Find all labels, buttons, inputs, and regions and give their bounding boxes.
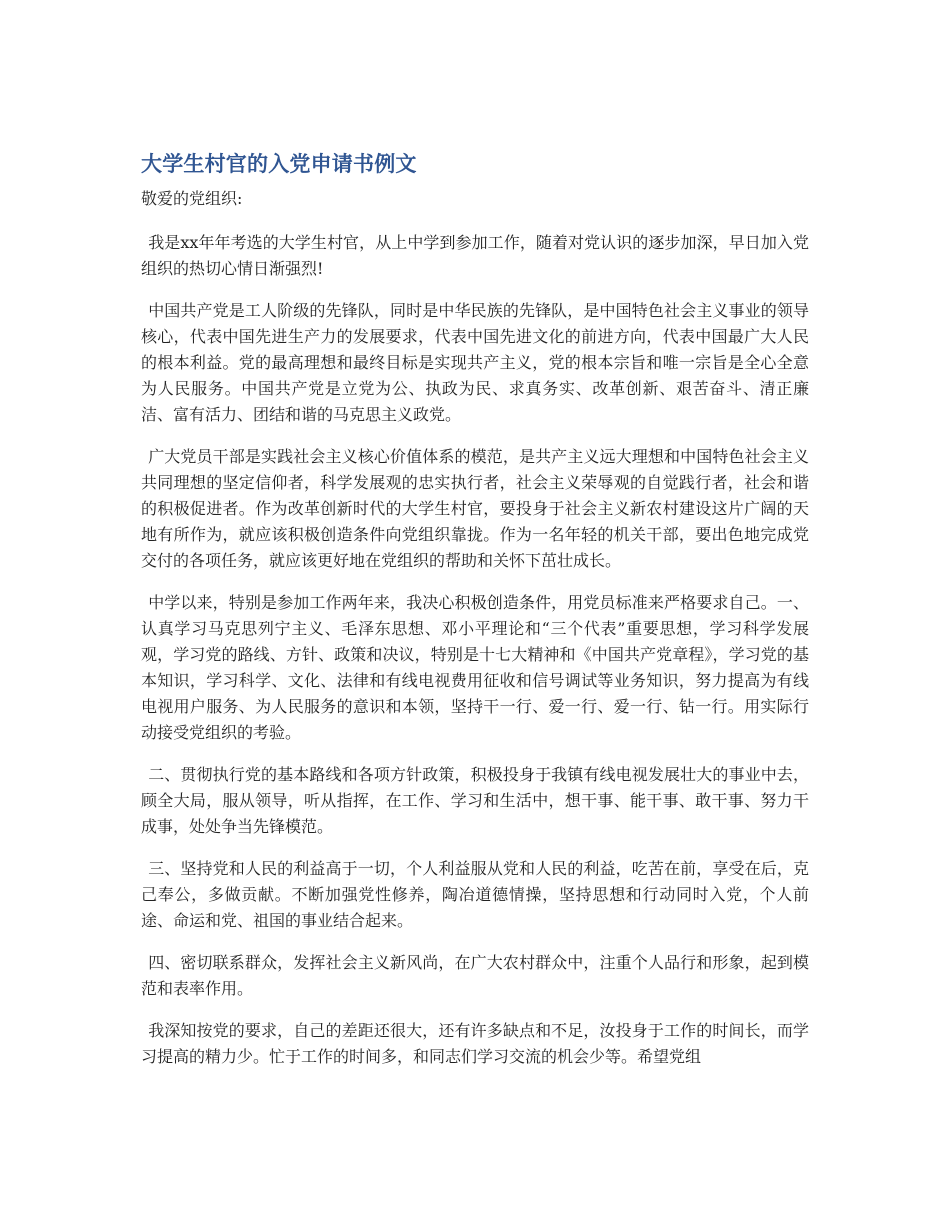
document-body bbox=[141, 148, 809, 1070]
salutation: 敬爱的党组织: bbox=[141, 189, 243, 208]
paragraph-5: 二、贯彻执行党的基本路线和各项方针政策，积极投身于我镇有线电视发展壮大的事业中去，顾全大局，服从领导，听从指挥，在工作、学习和生活中，想干事、能干事、敢干事、努力干成事，处处争当先锋模范。 bbox=[141, 765, 809, 836]
paragraph-4: 中学以来，特别是参加工作两年来，我决心积极创造条件，用党员标准来严格要求自己。一、认真学习马克思列宁主义、毛泽东思想、邓小平理论和“三个代表”重要思想，学习科学发展观，学习党的路线、方针、政策和决议，特别是十七大精神和《中国共产党章程》，学习党的基本知识，学习科学、文化、法律和有线电视费用征收和信号调试等业务知识，努力提高为有线电视用户服务、为人民服务的意识和本领，坚持干一行、爱一行、爱一行、钻一行。用实际行动接受党组织的考验。 bbox=[141, 593, 809, 742]
paragraph-2: 中国共产党是工人阶级的先锋队，同时是中华民族的先锋队，是中国特色社会主义事业的领导核心，代表中国先进生产力的发展要求，代表中国先进文化的前进方向，代表中国最广大人民的根本利益。党的最高理想和最终目标是实现共产主义，党的根本宗旨和唯一宗旨是全心全意为人民服务。中国共产党是立党为公、执政为民、求真务实、改革创新、艰苦奋斗、清正廉洁、富有活力、团结和谐的马克思主义政党。 bbox=[141, 301, 809, 424]
paragraph-8: 我深知按党的要求，自己的差距还很大，还有许多缺点和不足，汝投身于工作的时间长，而学习提高的精力少。忙于工作的时间多，和同志们学习交流的机会少等。希望党组 bbox=[141, 1021, 809, 1066]
paragraph-3: 广大党员干部是实践社会主义核心价值体系的模范，是共产主义远大理想和中国特色社会主义共同理想的坚定信仰者，科学发展观的忠实执行者，社会主义荣辱观的自觉践行者，社会和谐的积极促进者。作为改革创新时代的大学生村官，要投身于社会主义新农村建设这片广阔的天地有所作为，就应该积极创造条件向党组织靠拢。作为一名年轻的机关干部，要出色地完成党交付的各项任务，就应该更好地在党组织的帮助和关怀下茁壮成长。 bbox=[141, 447, 809, 570]
document-title: 大学生村官的入党申请书例文 bbox=[141, 152, 417, 176]
paragraph-6: 三、坚持党和人民的利益高于一切，个人利益服从党和人民的利益，吃苦在前，享受在后，克己奉公，多做贡献。不断加强党性修养，陶冶道德情操，坚持思想和行动同时入党，个人前途、命运和党、祖国的事业结合起来。 bbox=[141, 859, 809, 930]
paragraph-7: 四、密切联系群众，发挥社会主义新风尚，在广大农村群众中，注重个人品行和形象，起到模范和表率作用。 bbox=[141, 953, 809, 998]
paragraph-1: 我是xx年年考选的大学生村官，从上中学到参加工作，随着对党认识的逐步加深，早日加入党组织的热切心情日渐强烈! bbox=[141, 233, 809, 278]
